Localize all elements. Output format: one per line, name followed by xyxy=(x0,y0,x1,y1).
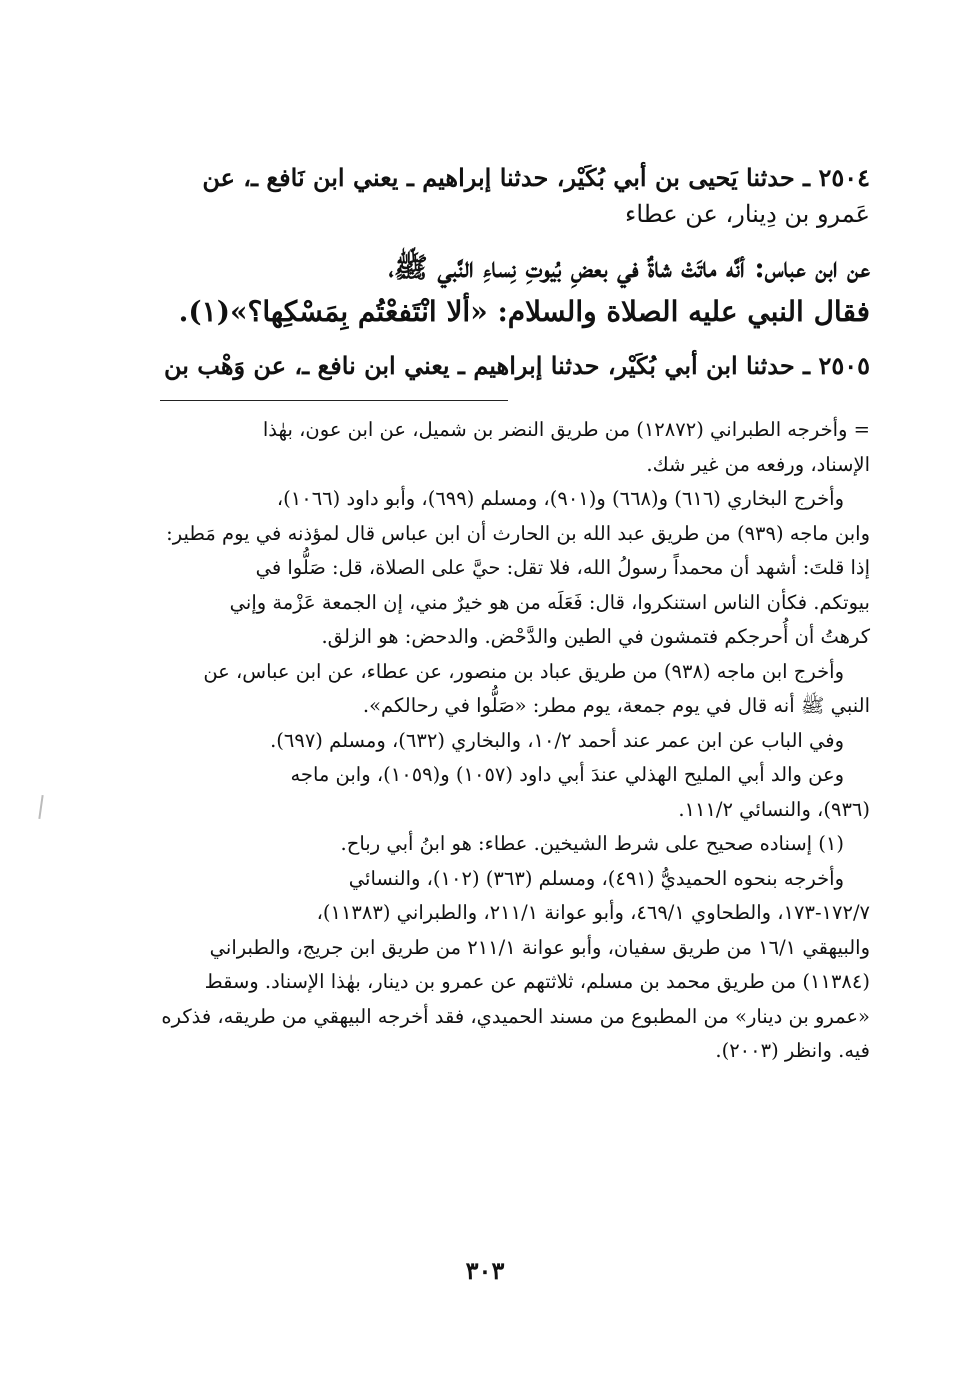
hadith-text-line-2: فقال النبي عليه الصلاة والسلام: «ألا انْتَفعْتُم بِمَسْكِها؟»(١). xyxy=(178,295,870,328)
footnote-line: وأخرجه بنحوه الحميديُّ (٤٩١)، ومسلم (٣٦٣) (١٠٢)، والنسائي xyxy=(348,866,844,890)
page-content xyxy=(160,160,870,1069)
footnote-line: فيه. وانظر (٢٠٠٣). xyxy=(715,1039,870,1062)
footnote-line: وأخرج ابن ماجه (٩٣٨) من طريق عباد بن منصور، عن عطاء، عن ابن عباس، عن xyxy=(203,659,844,683)
footnote-line: الإسناد، ورفعه من غير شك. xyxy=(646,452,870,476)
footnote-line: بيوتكم. فكأن الناس استنكروا، قال: فَعَلَه من هو خيرٌ مني، إن الجمعة عَزْمة وإني xyxy=(229,590,870,614)
hadith-2504-line-1: ٢٥٠٤ ـ حدثنا يَحيى بن أبي بُكَيْر، حدثنا إبراهيم ـ يعني ابن نَافع ـ، عن xyxy=(202,163,870,192)
hadith-2505-line-1: ٢٥٠٥ ـ حدثنا ابن أبي بُكَيْر، حدثنا إبراهيم ـ يعني ابن نافع ـ، عن وَهْب بن xyxy=(163,351,870,380)
footnote-line: كرهتُ أن أُحرجكم فتمشون في الطين والدَّحْض. والدحض: هو الزلق. xyxy=(321,625,870,648)
footnote-line: (٩٣٦)، والنسائي ١١١/٢. xyxy=(678,797,870,821)
hadith-2504-line-2: عَمرو بن دِينار، عن عطاء xyxy=(625,200,870,228)
hadith-text-block xyxy=(160,246,870,334)
footnotes xyxy=(160,413,870,1069)
footnote-line: النبي ﷺ أنه قال في يوم جمعة، يوم مطر: «صَلُّوا في رحالكم». xyxy=(362,694,870,717)
footnote-line: (١١٣٨٤) من طريق محمد بن مسلم، ثلاثتهم عن عمرو بن دينار، بهٰذا الإسناد. وسقط xyxy=(204,970,870,993)
main-text xyxy=(160,160,870,384)
footnote-line: وعن والد أبي المليح الهذلي عندَ أبي داود (١٠٥٧) و(١٠٥٩)، وابن ماجه xyxy=(290,763,844,786)
footnote-line: (١) إسناده صحيح على شرط الشيخين. عطاء: هو ابنُ أبي رباح. xyxy=(340,832,844,855)
margin-mark xyxy=(38,795,43,819)
footnote-line: وفي الباب عن ابن عمر عند أحمد ١٠/٢، والبخاري (٦٣٢)، ومسلم (٦٩٧). xyxy=(270,728,844,752)
footnote-line: ١٧٢/٧-١٧٣، والطحاوي ٤٦٩/١، وأبو عوانة ٢١١/١، والطبراني (١١٣٨٣)، xyxy=(316,901,870,924)
footnote-line: والبيهقي ١٦/١ من طريق سفيان، وأبو عوانة ٢١١/١ من طريق ابن جريج، والطبراني xyxy=(209,935,870,959)
footnote-line: = وأخرجه الطبراني (١٢٨٧٢) من طريق النضر بن شميل، عن ابن عون، بهٰذا xyxy=(262,418,870,441)
footnote-line: وابن ماجه (٩٣٩) من طريق عبد الله بن الحارث أن ابن عباس قال لمؤذنه في يوم مَطير: xyxy=(166,521,870,545)
footnote-divider xyxy=(160,400,508,401)
footnote-line: وأخرج البخاري (٦١٦) و(٦٦٨) و(٩٠١)، ومسلم (٦٩٩)، وأبو داود (١٠٦٦)، xyxy=(276,487,844,510)
page-number: ٣٠٣ xyxy=(465,1256,505,1285)
footnote-line: «عمرو بن دينار» من المطبوع من مسند الحميدي، فقد أخرجه البيهقي من طريقه، فذكره xyxy=(161,1004,870,1028)
footnote-line: إذا قلتَ: أشهد أن محمداً رسولُ الله، فلا تقل: حيَّ على الصلاة، قل: صَلُّوا في xyxy=(255,556,870,579)
hadith-text-line-1: عن ابن عباس: أنَّه ماتَتْ شاةٌ في بعضِ بُيوتِ نِساءِ النَّبي ﷺ، xyxy=(388,251,870,284)
